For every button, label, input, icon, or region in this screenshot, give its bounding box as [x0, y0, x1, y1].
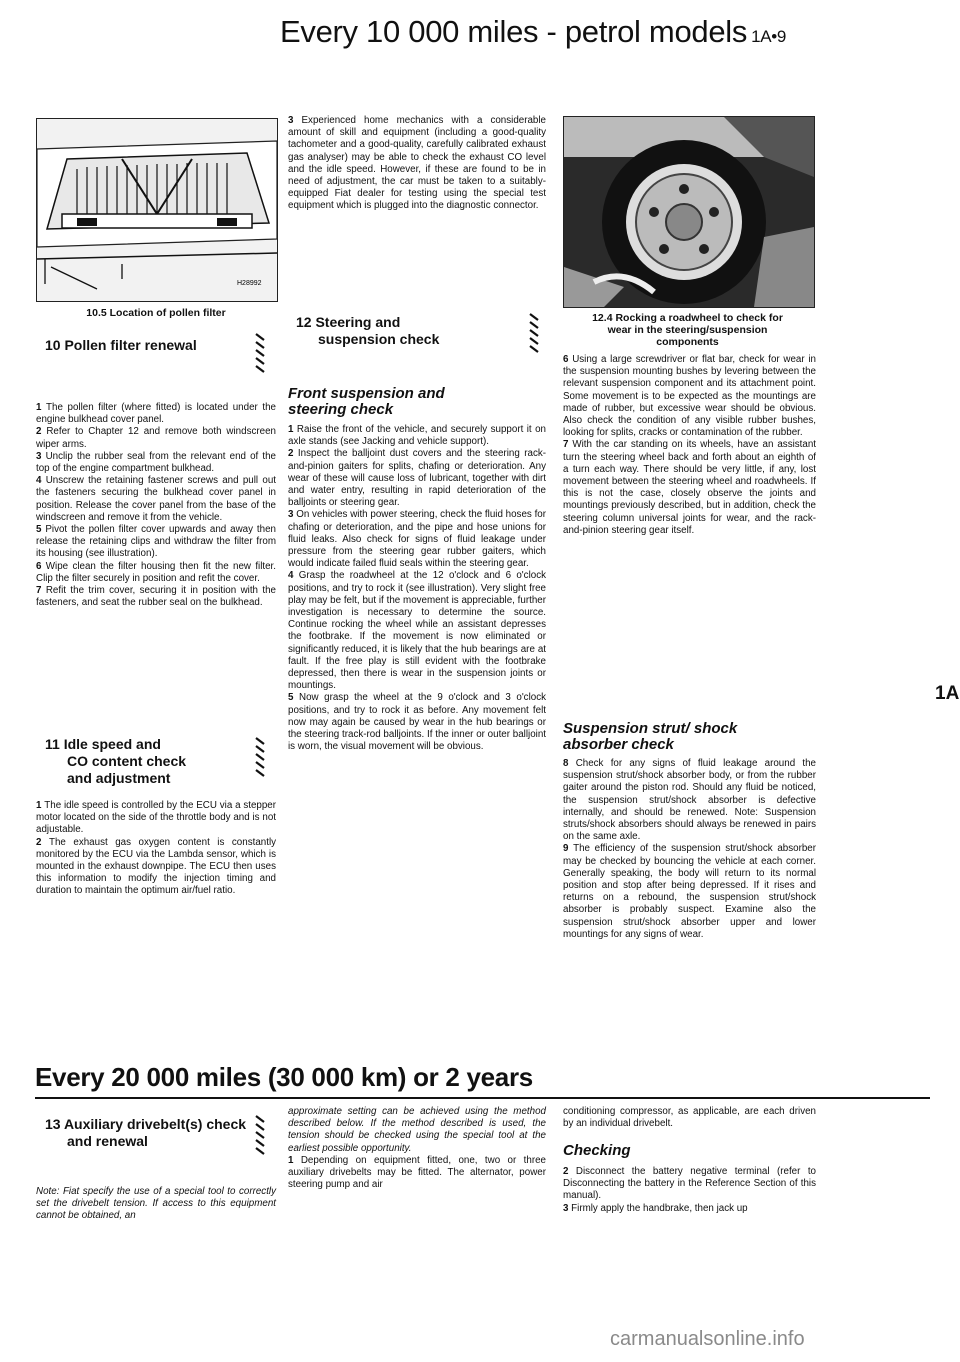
s10-p5: 5 Pivot the pollen filter cover upwards and away then release the retaining clips and withdraw the filter from its housing (see illustration).	[36, 524, 277, 560]
section-12-heading: 12 Steering and suspension check	[296, 314, 440, 347]
section-13-col3b: 2 Disconnect the battery negative terminal (refer to Disconnecting the battery in the Reference Section of this manual). 3 Firmly apply the handbrake, then jack up	[563, 1166, 817, 1214]
figure-caption-12-4: 12.4 Rocking a roadwheel to check for wear in the steering/suspension components	[592, 312, 783, 348]
s11-p1: 1 The idle speed is controlled by the ECU via a stepper motor located on the side of the throttle body and is not adjustable.	[36, 800, 277, 836]
section-11-continued: 3 Experienced home mechanics with a considerable amount of skill and equipment (including a good-quality tachometer and a good-quality, carefully calibrated exhaust gas analyser) may be able to check the exhaust CO level and the idle speed. However, if these are found to be in need of adjustment, the car must be taken to a suitably-equipped Fiat dealer for testing using the special test equipment which is plugged into the diagnostic connector.	[288, 115, 547, 212]
section-12-body	[288, 424, 546, 753]
section-13-note: Note: Fiat specify the use of a special tool to correctly set the drivebelt tension. If access to this equipment cannot be obtained, an	[36, 1186, 276, 1222]
s12-p9: 9 The efficiency of the suspension strut/shock absorber may be checked by bouncing the vehicle at each corner. Generally speaking, the body will return to its normal position and stop after being depressed. If it rises and returns on a rebound, the suspension strut/shock absorber is probably suspect. Examine also the suspension strut/shock absorber upper and lower mountings for any signs of wear.	[563, 843, 816, 940]
s12-p1: 1 Raise the front of the vehicle, and securely support it on axle stands (see Jacking and vehicle support).	[288, 424, 547, 448]
figure-code: H28992	[237, 280, 262, 287]
s12-p8: 8 Check for any signs of fluid leakage around the suspension strut/shock absorber body, or from the rubber gaiter around the piston rod. Should any fluid be noticed, the suspension strut/shock absorber is defective internally, and should be renewed. Note: Suspension struts/shock absorbers should always be renewed in pairs on the same axle.	[563, 758, 816, 843]
difficulty-spanner-icon	[254, 734, 266, 784]
s12-p6: 6 Using a large screwdriver or flat bar, check for wear in the suspension mounting bushes by levering between the relevant suspension component and its attachment point. Some movement is to be expected as the mountings are made of rubber, but excessive wear should be obvious. Also check the condition of any visible rubber bushes, looking for splits, cracks or contamination of the rubber.	[563, 354, 817, 439]
page-header	[280, 14, 930, 50]
s10-p2: 2 Refer to Chapter 12 and remove both windscreen wiper arms.	[36, 426, 276, 450]
figure-caption-10-5: 10.5 Location of pollen filter	[86, 307, 226, 319]
s10-p1: 1 The pollen filter (where fitted) is located under the engine bulkhead cover panel.	[36, 402, 276, 426]
s10-p4: 4 Unscrew the retaining fastener screws and pull out the fasteners securing the bulkhead cover panel in position. Release the cover panel from the base of the windscreen and remove it from the vehicle.	[36, 475, 276, 523]
watermark: carmanualsonline.info	[610, 1328, 805, 1350]
page-title: Every 10 000 miles - petrol models	[280, 14, 748, 49]
s12-p5: 5 Now grasp the wheel at the 9 o'clock and 3 o'clock positions, and try to rock it as before. Any movement felt now may again be caused by wear in the hub bearings or the steering track-rod balljoints. If the inner or outer balljoint is worn, the visual movement will be obvious.	[288, 692, 547, 753]
s12-p2: 2 Inspect the balljoint dust covers and the steering rack-and-pinion gaiters for splits, chafing or deterioration. Any wear of these will cause loss of lubricant, together with dirt and water entry, resulting in rapid deterioration of the balljoints or steering gear.	[288, 448, 547, 509]
section-13-col2: approximate setting can be achieved using the method described below. If the method described is used, the tension should be checked using the special tool at the earliest possible opportunity. 1 Depending on equipment fitted, one, two or three auxiliary drivebelts may be fitted. The alternator, power steering pump and air	[288, 1106, 546, 1191]
chapter-tab: 1A	[935, 683, 960, 704]
front-suspension-subheading: Front suspension and steering check	[288, 385, 445, 418]
s12-p3: 3 On vehicles with power steering, check the fluid hoses for chafing or deterioration, and the pipe and hose unions for fluid leaks. Also check for signs of fluid leakage under pressure from the steering gear rubber gaiters, which would indicate failed fluid seals within the steering gear.	[288, 509, 546, 570]
s10-p7: 7 Refit the trim cover, securing it in position with the fasteners, and seat the rubber seal on the bulkhead.	[36, 585, 277, 609]
heading-rule	[35, 1097, 930, 1099]
page-number: 1A•9	[751, 27, 787, 46]
s12-p4: 4 Grasp the roadwheel at the 12 o'clock and 6 o'clock positions, and try to rock it (see illustration). Very slight free play may be felt, but if the movement is appreciable, further investigation is necessary to determine the source. Continue rocking the wheel while an assistant depresses the footbrake. If the movement is now eliminated or significantly reduced, it is likely that the hub bearings are at fault. If the free play is still evident with the footbrake depressed, then there is wear in the suspension joints or mountings.	[288, 570, 546, 692]
section-10-body	[36, 402, 276, 609]
section-11-body	[36, 800, 276, 898]
checking-subheading: Checking	[563, 1142, 631, 1159]
difficulty-spanner-icon	[254, 1112, 266, 1162]
section-11-heading: 11 Idle speed and CO content check and adjustment	[45, 736, 187, 786]
section-12-col3	[563, 354, 816, 537]
s12-p7: 7 With the car standing on its wheels, have an assistant turn the steering wheel back and forth about an eighth of a turn each way. There should be very little, if any, lost movement between the steering wheel and roadwheels. If this is not the case, closely observe the joints and mountings previously described, but in addition, check the steering column universal joints for wear, and the rack-and-pinion steering gear itself.	[563, 439, 817, 536]
suspension-strut-subheading: Suspension strut/ shock absorber check	[563, 720, 738, 753]
roadwheel-photo	[564, 117, 814, 307]
pollen-filter-illustration	[37, 119, 277, 301]
interval-heading: Every 20 000 miles (30 000 km) or 2 years	[35, 1062, 533, 1092]
difficulty-spanner-icon	[254, 330, 266, 380]
s11-p2: 2 The exhaust gas oxygen content is constantly monitored by the ECU via the Lambda sensor, which is mounted in the exhaust downpipe. The ECU then uses this information to modify the injection timing and duration to maintain the optimum air/fuel ratio.	[36, 836, 277, 897]
section-12-col3b	[563, 758, 816, 941]
s10-p6: 6 Wipe clean the filter housing then fit the new filter. Clip the filter securely in position and refit the cover.	[36, 560, 277, 584]
roadwheel-figure	[563, 116, 815, 308]
section-13-col3: conditioning compressor, as applicable, are each driven by an individual drivebelt.	[563, 1106, 816, 1130]
section-10-heading: 10 Pollen filter renewal	[45, 337, 197, 353]
pollen-filter-figure	[36, 118, 278, 302]
difficulty-spanner-icon	[528, 310, 540, 360]
section-13-heading: 13 Auxiliary drivebelt(s) check and renewal	[45, 1116, 247, 1149]
s10-p3: 3 Unclip the rubber seal from the relevant end of the top of the engine compartment bulkhead.	[36, 450, 276, 475]
